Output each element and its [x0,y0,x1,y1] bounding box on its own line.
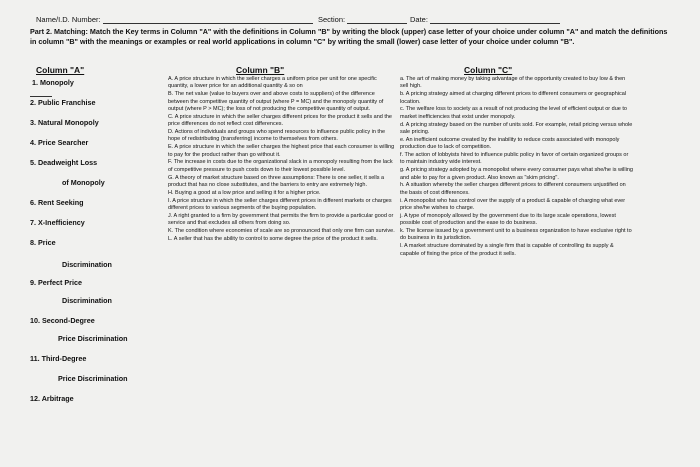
name-field: Name/I.D. Number: [36,15,313,24]
item-c-d: d. A pricing strategy based on the number of units sold. For example, retail pricing versus whole sale pricing. [400,121,633,136]
item-b-d: D. Actions of individuals and groups who spend resources to influence public policy in the hope of redistributing (transferring) income to themselves from others. [168,129,386,143]
item-a-10-line2: Price Discrimination [58,334,128,343]
column-a-heading: Column "A" [36,65,85,75]
column-c-list [400,76,634,258]
item-b-i: I. A price structure in which the seller charges different prices in different markets or charges different prices to various segments of the buying population. [168,197,392,212]
name-blank[interactable] [103,15,313,24]
item-c-i: i. A monopolist who has control over the supply of a product & capable of charging what ever price she/he wishes to charge. [400,197,626,212]
item-a-11-line2: Price Discrimination [58,374,128,383]
item-c-k: k. The license issued by a government unit to a business organization to have exclusive right to do business in its jurisdiction. [400,228,632,242]
item-b-h: H. Buying a good at a low price and selling it for a higher price. [168,189,321,196]
item-b-k: K. The condition where economies of scale are so pronounced that only one firm can survive. [168,228,395,235]
item-a-9: 9. Perfect Price [30,278,82,287]
item-c-h: h. A situation whereby the seller charges different prices to different consumers unjustified on the basis of cost differences. [400,182,626,196]
column-b-list [168,76,396,244]
section-field: Section: [318,15,407,24]
date-field: Date: [410,15,560,24]
column-b-heading: Column "B" [236,65,285,75]
section-blank[interactable] [347,15,407,24]
item-a-3: 3. Natural Monopoly [30,118,99,127]
date-blank[interactable] [430,15,560,24]
item-c-c: c. The welfare loss to society as a result of not producing the level of efficient output or due to market inefficiencies that exist under monopoly. [400,106,627,120]
item-b-l: L. A seller that has the ability to control to some degree the price of the product it sells. [168,235,378,242]
item-b-e: E. A price structure in which the seller charges the highest price that each consumer is willing to pay for the product rather than go without it. [168,144,395,158]
item-a-8-line2: Discrimination [62,260,112,269]
item-b-j: J. A right granted to a firm by government that permits the firm to provide a particular good or service and that excludes all others from doing so. [168,212,394,227]
item-a-4: 4. Price Searcher [30,138,89,147]
item-a-10: 10. Second-Degree [30,316,95,325]
item-c-b: b. A pricing strategy aimed at charging different prices to different consumers or geographical location. [400,91,627,105]
answer-blank[interactable] [30,96,52,97]
item-a-6: 6. Rent Seeking [30,198,84,207]
item-b-g: G. A theory of market structure based on three assumptions: There is one seller, it sells a product that has no close substitutes, and the barriers to entry are extremely high. [168,174,385,189]
item-a-9-line2: Discrimination [62,296,112,305]
instructions: Part 2. Matching: Match the Key terms in Column "A" with the definitions in Column "B" by writing the block (upper) case letter of your choice under column "A" and match the definitions in column "B" with the meanings or examples or real world applications in column "C" by writing the small (lower) case letter of your choice under column "B". [30,27,668,46]
item-c-f: f. The action of lobbyists hired to influence public policy in favor of certain organized groups or to maintain industry wide interest. [400,152,629,166]
column-c-heading: Column "C" [464,65,513,75]
item-a-8: 8. Price [30,238,56,247]
item-c-l: l. A market structure dominated by a single firm that is capable of controlling its supply & capable of fixing the price of the product it sells. [400,243,614,257]
item-b-a: A. A price structure in which the seller charges a uniform price per unit for one specific quantity, a lower price for an additional quantity & so on [168,76,377,90]
item-a-7: 7. X-Inefficiency [30,218,85,227]
item-c-a: a. The art of making money by taking advantage of the opportunity created to buy low & then sell high. [400,76,626,90]
item-a-12: 12. Arbitrage [30,394,74,403]
item-c-j: j. A type of monopoly allowed by the government due to its large scale operations, lowest possible cost of production and the ease to do business. [400,212,616,227]
item-c-g: g. A pricing strategy adopted by a monopolist where every consumer pays what she/he is willing and able to pay for a given product. Also known as "skim pricing". [400,167,633,181]
item-b-c: C. A price structure in which the seller charges different prices for the product it sells and the price differences do not reflect cost differences. [168,113,392,128]
item-a-1: 1. Monopoly [30,78,170,108]
item-a-5: 5. Deadweight Loss [30,158,98,167]
item-a-11: 11. Third-Degree [30,354,87,363]
item-a-5-line2: of Monopoly [62,178,105,187]
item-b-f: F. The increase in costs due to the organizational slack in a monopoly resulting from the lack of competitive pressure to push costs down to their lowest possible level. [168,159,393,173]
item-a-2: 2. Public Franchise [30,98,96,107]
item-c-e: e. An inefficient outcome created by the inability to reduce costs associated with monopoly production due to lack of competition. [400,136,620,151]
item-b-b: B. The net value (value to buyers over and above costs to suppliers) of the difference between the competitive quantity of output (where P = MC) and the monopoly quantity of output (where P > MC); the loss of not producing the competitive quantity of output. [168,91,384,113]
